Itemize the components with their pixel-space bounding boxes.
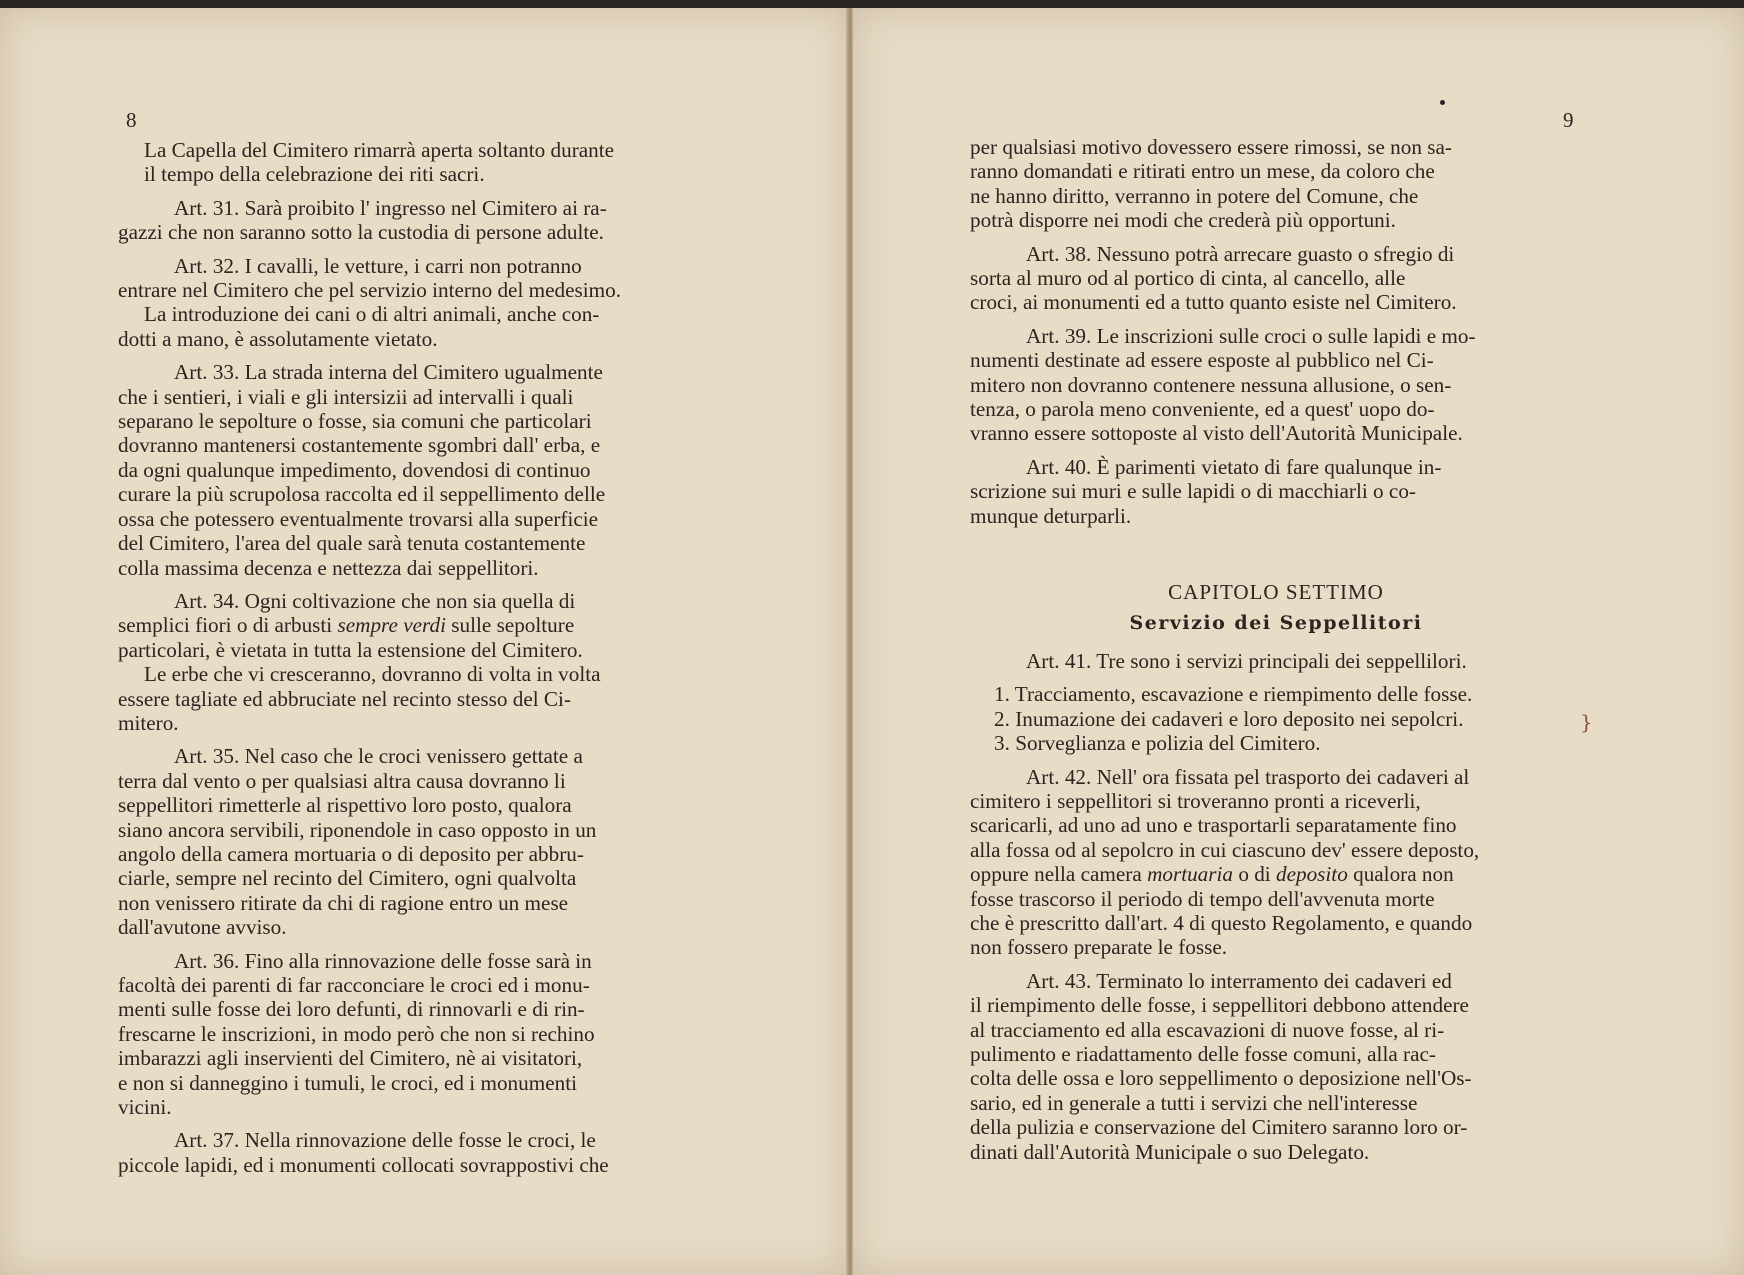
text-line: che è prescritto dall'art. 4 di questo Regolamento, e quando bbox=[970, 910, 1473, 935]
text-line: separano le sepolture o fosse, sia comuni che particolari bbox=[118, 409, 592, 434]
text-line: semplici fiori o di arbusti sempre verdi sulle sepolture bbox=[118, 613, 575, 638]
text-line: imbarazzi agli inservienti del Cimitero, nè ai visitatori, bbox=[118, 1046, 583, 1071]
article-37-continued bbox=[970, 135, 1582, 233]
text-line: Art. 37. Nella rinnovazione delle fosse le croci, le bbox=[174, 1128, 596, 1153]
article-39 bbox=[970, 324, 1582, 446]
text-line: per qualsiasi motivo dovessero essere rimossi, se non sa- bbox=[970, 135, 1452, 159]
text-line: dovranno mantenersi costantemente sgombri dall' erba, e bbox=[118, 433, 601, 458]
list-item: 2. Inumazione dei cadaveri e loro deposito nei sepolcri. bbox=[994, 706, 1464, 731]
text-line: mitero non dovranno contenere nessuna allusione, o sen- bbox=[970, 372, 1452, 397]
text-line: della pulizia e conservazione del Cimitero saranno loro or- bbox=[970, 1115, 1468, 1140]
text-line: terra dal vento o per qualsiasi altra causa dovranno li bbox=[118, 768, 566, 793]
text-line: La introduzione dei cani o di altri animali, anche con- bbox=[144, 302, 600, 327]
text-line: entrare nel Cimitero che pel servizio interno del medesimo. bbox=[118, 278, 622, 303]
text-line: angolo della camera mortuaria o di deposito per abbru- bbox=[118, 841, 584, 866]
services-list bbox=[994, 682, 1582, 755]
text-line: Art. 40. È parimenti vietato di fare qualunque in- bbox=[1026, 454, 1442, 479]
text-line: Art. 34. Ogni coltivazione che non sia quella di bbox=[174, 588, 576, 613]
text-line: e non si danneggino i tumuli, le croci, ed i monumenti bbox=[118, 1070, 577, 1095]
text-line: il tempo della celebrazione dei riti sacri. bbox=[144, 162, 485, 187]
text-line: del Cimitero, l'area del quale sarà tenuta costantemente bbox=[118, 531, 586, 556]
text-line: potrà disporre nei modi che crederà più opportuni. bbox=[970, 208, 1396, 233]
paragraph-cappella bbox=[118, 138, 734, 187]
left-page-text bbox=[118, 138, 734, 1186]
text-line: Art. 33. La strada interna del Cimitero ugualmente bbox=[174, 360, 603, 385]
text-line: alla fossa od al sepolcro in cui ciascuno dev' essere deposto, bbox=[970, 837, 1480, 862]
text-line: fosse trascorso il periodo di tempo dell'avvenuta morte bbox=[970, 886, 1435, 911]
article-35 bbox=[118, 744, 734, 939]
text-line: scrizione sui muri e sulle lapidi o di macchiarli o co- bbox=[970, 479, 1416, 504]
article-31 bbox=[118, 196, 734, 245]
text-line: pulimento e riadattamento delle fosse comuni, alla rac- bbox=[970, 1042, 1436, 1066]
text-line: colla massima decenza e nettezza dai seppellitori. bbox=[118, 555, 539, 580]
text-line: mitero. bbox=[118, 710, 179, 735]
handwritten-bracket: } bbox=[1580, 710, 1593, 734]
text-line: al tracciamento ed alla escavazioni di nuove fosse, al ri- bbox=[970, 1017, 1445, 1042]
text-line: oppure nella camera mortuaria o di deposito qualora non bbox=[970, 862, 1454, 887]
text-line: La Capella del Cimitero rimarrà aperta soltanto durante bbox=[144, 138, 615, 162]
text-line: Art. 43. Terminato lo interramento dei cadaveri ed bbox=[1026, 968, 1452, 993]
right-page bbox=[852, 8, 1744, 1275]
text-line: Art. 35. Nel caso che le croci venissero gettate a bbox=[174, 744, 583, 769]
text-line: seppellitori rimetterle al rispettivo loro posto, qualora bbox=[118, 793, 572, 818]
text-line: ne hanno diritto, verranno in potere del Comune, che bbox=[970, 183, 1419, 208]
text-line: vicini. bbox=[118, 1095, 172, 1120]
text-line: Art. 38. Nessuno potrà arrecare guasto o sfregio di bbox=[1026, 241, 1455, 266]
article-32 bbox=[118, 254, 734, 352]
text-line: cimitero i seppellitori si troveranno pronti a riceverli, bbox=[970, 788, 1421, 813]
text-line: non venissero ritirate da chi di ragione entro un mese bbox=[118, 890, 569, 915]
list-item: 1. Tracciamento, escavazione e riempimento delle fosse. bbox=[994, 682, 1473, 707]
text-line: sario, ed in generale a tutti i servizi che nell'interesse bbox=[970, 1090, 1418, 1115]
text-line: facoltà dei parenti di far racconciare le croci ed i monu- bbox=[118, 973, 590, 997]
chapter-subtitle: Servizio dei Seppellitori bbox=[1129, 611, 1423, 634]
chapter-heading: CAPITOLO SETTIMO bbox=[1168, 580, 1384, 605]
text-line: ranno domandati e ritirati entro un mese, da coloro che bbox=[970, 159, 1435, 184]
text-line: menti sulle fosse dei loro defunti, di rinnovarli e di rin- bbox=[118, 997, 585, 1022]
left-page bbox=[0, 8, 849, 1275]
text-line: Art. 32. I cavalli, le vetture, i carri non potranno bbox=[174, 253, 582, 278]
article-37 bbox=[118, 1128, 734, 1177]
text-line: ossa che potessero eventualmente trovarsi alla superficie bbox=[118, 506, 599, 531]
text-line: essere tagliate ed abbruciate nel recinto stesso del Ci- bbox=[118, 686, 571, 711]
text-line: piccole lapidi, ed i monumenti collocati sovrappostivi che bbox=[118, 1152, 609, 1177]
text-line: frescarne le inscrizioni, in modo però che non si rechino bbox=[118, 1021, 595, 1046]
article-38 bbox=[970, 242, 1582, 315]
text-line: sorta al muro od al portico di cinta, al cancello, alle bbox=[970, 266, 1406, 291]
article-34 bbox=[118, 589, 734, 735]
text-line: Art. 41. Tre sono i servizi principali dei seppellilori. bbox=[1026, 648, 1467, 673]
text-line: Art. 42. Nell' ora fissata pel trasporto dei cadaveri al bbox=[1026, 764, 1470, 789]
article-42 bbox=[970, 765, 1582, 960]
article-41 bbox=[970, 649, 1582, 673]
right-page-text bbox=[970, 135, 1582, 1173]
text-line: Art. 39. Le inscrizioni sulle croci o sulle lapidi e mo- bbox=[1026, 323, 1476, 348]
page-number-left: 8 bbox=[126, 108, 137, 132]
list-item: 3. Sorveglianza e polizia del Cimitero. bbox=[994, 731, 1321, 756]
text-line: croci, ai monumenti ed a tutto quanto esiste nel Cimitero. bbox=[970, 290, 1457, 315]
text-line: Le erbe che vi cresceranno, dovranno di volta in volta bbox=[144, 662, 601, 687]
text-line: il riempimento delle fosse, i seppellitori debbono attendere bbox=[970, 993, 1469, 1018]
text-line: siano ancora servibili, riponendole in caso opposto in un bbox=[118, 817, 597, 842]
text-line: Art. 31. Sarà proibito l' ingresso nel Cimitero ai ra- bbox=[174, 195, 607, 220]
text-line: dinati dall'Autorità Municipale o suo Delegato. bbox=[970, 1139, 1370, 1164]
text-line: ciarle, sempre nel recinto del Cimitero, ogni qualvolta bbox=[118, 866, 577, 891]
text-line: Art. 36. Fino alla rinnovazione delle fosse sarà in bbox=[174, 948, 592, 973]
article-40 bbox=[970, 455, 1582, 528]
text-line: vranno essere sottoposte al visto dell'Autorità Municipale. bbox=[970, 421, 1463, 446]
text-line: munque deturparli. bbox=[970, 503, 1132, 528]
text-line: scaricarli, ad uno ad uno e trasportarli separatamente fino bbox=[970, 813, 1457, 838]
text-line: che i sentieri, i viali e gli intersizii ad intervalli i quali bbox=[118, 384, 574, 409]
text-line: da ogni qualunque impedimento, dovendosi di continuo bbox=[118, 457, 591, 482]
ink-dot bbox=[1440, 100, 1445, 105]
text-line: gazzi che non saranno sotto la custodia di persone adulte. bbox=[118, 220, 604, 245]
text-line: numenti destinate ad essere esposte al pubblico nel Ci- bbox=[970, 348, 1434, 373]
text-line: particolari, è vietata in tutta la estensione del Cimitero. bbox=[118, 637, 583, 662]
text-line: colta delle ossa e loro seppellimento o deposizione nell'Os- bbox=[970, 1066, 1472, 1091]
text-line: dotti a mano, è assolutamente vietato. bbox=[118, 326, 438, 351]
article-43 bbox=[970, 969, 1582, 1164]
text-line: curare la più scrupolosa raccolta ed il seppellimento delle bbox=[118, 482, 606, 507]
article-36 bbox=[118, 949, 734, 1120]
text-line: tenza, o parola meno conveniente, ed a quest' uopo do- bbox=[970, 397, 1435, 422]
page-number-right: 9 bbox=[1563, 108, 1574, 132]
text-line: dall'avutone avviso. bbox=[118, 915, 287, 940]
article-33 bbox=[118, 360, 734, 580]
text-line: non fossero preparate le fosse. bbox=[970, 935, 1228, 960]
